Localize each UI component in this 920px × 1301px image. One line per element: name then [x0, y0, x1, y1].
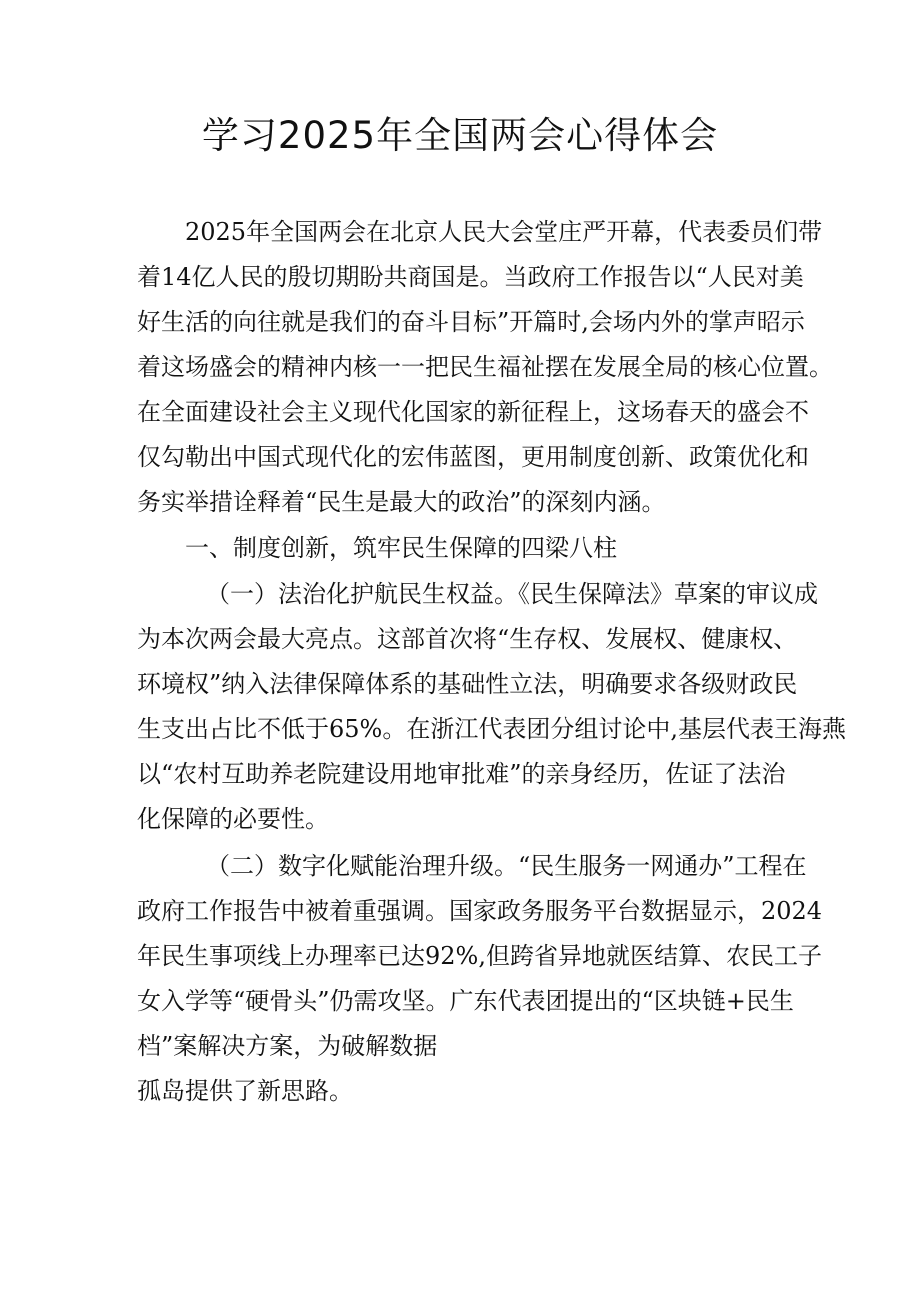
body-line: 生支出占比不低于65%。在浙江代表团分组讨论中,基层代表王海燕 [137, 715, 846, 743]
body-line: （二）数字化赋能治理升级。“民生服务一网通办”工程在 [206, 852, 807, 880]
body-line: 政府工作报告中被着重强调。国家政务服务平台数据显示，2024 [137, 897, 823, 925]
document-title: 学习2025年全国两会心得体会 [201, 114, 719, 157]
body-line: 务实举措诠释着“民生是最大的政治”的深刻内涵。 [137, 488, 666, 516]
body-line: 好生活的向往就是我们的奋斗目标”开篇时,会场内外的掌声昭示 [137, 308, 805, 336]
body-line: 档”案解决方案，为破解数据 [137, 1032, 438, 1060]
body-line: 仅勾勒出中国式现代化的宏伟蓝图，更用制度创新、政策优化和 [137, 443, 809, 471]
body-line: 为本次两会最大亮点。这部首次将“生存权、发展权、健康权、 [137, 625, 798, 653]
body-line: 年民生事项线上办理率已达92%,但跨省异地就医结算、农民工子 [137, 942, 822, 970]
body-line: 在全面建设社会主义现代化国家的新征程上，这场春天的盛会不 [137, 398, 809, 426]
body-line: 着14亿人民的殷切期盼共商国是。当政府工作报告以“人民对美 [137, 263, 804, 291]
body-line: 以“农村互助养老院建设用地审批难”的亲身经历，佐证了法治 [137, 760, 786, 788]
body-line: 孤岛提供了新思路。 [137, 1077, 353, 1105]
body-line: 着这场盛会的精神内核一一把民生福祉摆在发展全局的核心位置。 [137, 353, 833, 381]
body-line: （一）法治化护航民生权益。《民生保障法》草案的审议成 [206, 580, 818, 608]
body-line: 女入学等“硬骨头”仍需攻坚。广东代表团提出的“区块链+民生 [137, 987, 794, 1015]
section-heading: 一、制度创新，筑牢民生保障的四梁八柱 [185, 534, 617, 562]
body-line: 化保障的必要性。 [137, 805, 329, 833]
body-line: 环境权”纳入法律保障体系的基础性立法，明确要求各级财政民 [137, 670, 798, 698]
body-line: 2025年全国两会在北京人民大会堂庄严开幕，代表委员们带 [185, 218, 823, 246]
